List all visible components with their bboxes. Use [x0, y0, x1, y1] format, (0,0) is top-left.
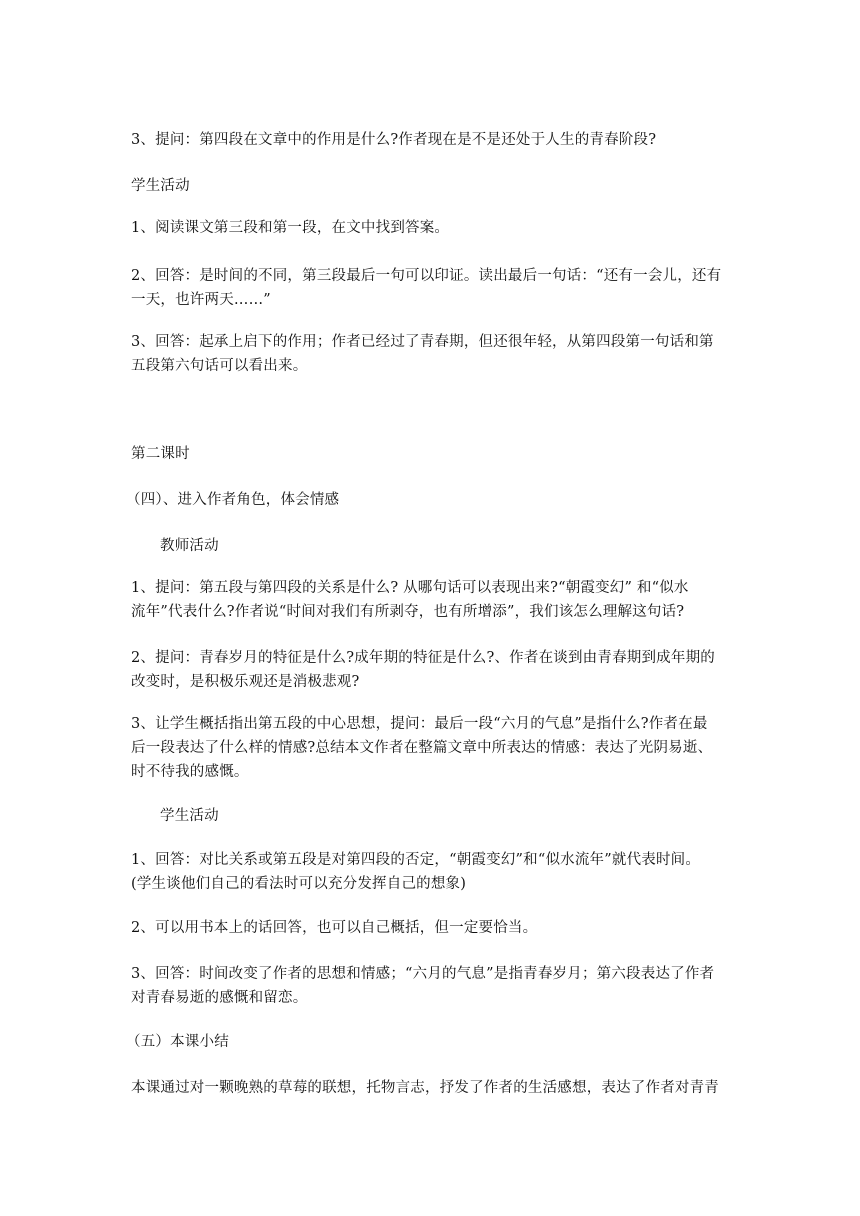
- section-heading-summary: （五）本课小结: [126, 1034, 229, 1050]
- section-heading-four: （四）、进入作者角色，体会情感: [126, 492, 340, 508]
- answer-3-line-2: 五段第六句话可以看出来。: [131, 358, 308, 374]
- answer-1-line: 1、阅读课文第三段和第一段，在文中找到答案。: [131, 220, 450, 236]
- lesson-heading-second-class: 第二课时: [131, 446, 190, 462]
- student-answer-3-line-1: 3、回答：时间改变了作者的思想和情感；“六月的气息”是指青春岁月；第六段表达了作者: [131, 966, 715, 982]
- section-heading-teacher-activity: 教师活动: [160, 538, 219, 554]
- answer-2-line-1: 2、回答：是时间的不同，第三段最后一句可以印证。读出最后一句话：“还有一会儿，还有: [131, 268, 722, 284]
- teacher-question-2-line-1: 2、提问：青春岁月的特征是什么?成年期的特征是什么?、作者在谈到由青春期到成年期的: [131, 650, 715, 666]
- teacher-question-3-line-3: 时不待我的感慨。: [131, 764, 249, 780]
- teacher-question-1-line-1: 1、提问：第五段与第四段的关系是什么? 从哪句话可以表现出来?“朝霞变幻” 和“似水: [131, 580, 689, 596]
- teacher-question-3-line-2: 后一段表达了什么样的情感?总结本文作者在整篇文章中所表达的情感：表达了光阴易逝、: [131, 740, 713, 756]
- answer-2-line-2: 一天，也许两天……”: [131, 292, 271, 308]
- summary-paragraph-line-1: 本课通过对一颗晚熟的草莓的联想，托物言志，抒发了作者的生活感想，表达了作者对青青: [131, 1080, 719, 1096]
- teacher-question-1-line-2: 流年”代表什么?作者说“时间对我们有所剥夺，也有所增添”，我们该怎么理解这句话?: [131, 604, 685, 620]
- student-answer-3-line-2: 对青春易逝的感慨和留恋。: [131, 990, 308, 1006]
- student-answer-2-line: 2、可以用书本上的话回答，也可以自己概括，但一定要恰当。: [131, 920, 538, 936]
- section-heading-student-activity: 学生活动: [131, 178, 190, 194]
- answer-3-line-1: 3、回答：起承上启下的作用；作者已经过了青春期，但还很年轻，从第四段第一句话和第: [131, 334, 714, 350]
- teacher-question-3-line-1: 3、让学生概括指出第五段的中心思想，提问：最后一段“六月的气息”是指什么?作者在最: [131, 716, 708, 732]
- question-3-line: 3、提问：第四段在文章中的作用是什么?作者现在是不是还处于人生的青春阶段?: [131, 132, 657, 148]
- section-heading-student-activity-2: 学生活动: [160, 808, 219, 824]
- student-answer-1-line-2: (学生谈他们自己的看法时可以充分发挥自己的想象): [131, 876, 467, 892]
- student-answer-1-line-1: 1、回答：对比关系或第五段是对第四段的否定，“朝霞变幻”和“似水流年”就代表时间。: [131, 852, 701, 868]
- teacher-question-2-line-2: 改变时，是积极乐观还是消极悲观?: [131, 674, 360, 690]
